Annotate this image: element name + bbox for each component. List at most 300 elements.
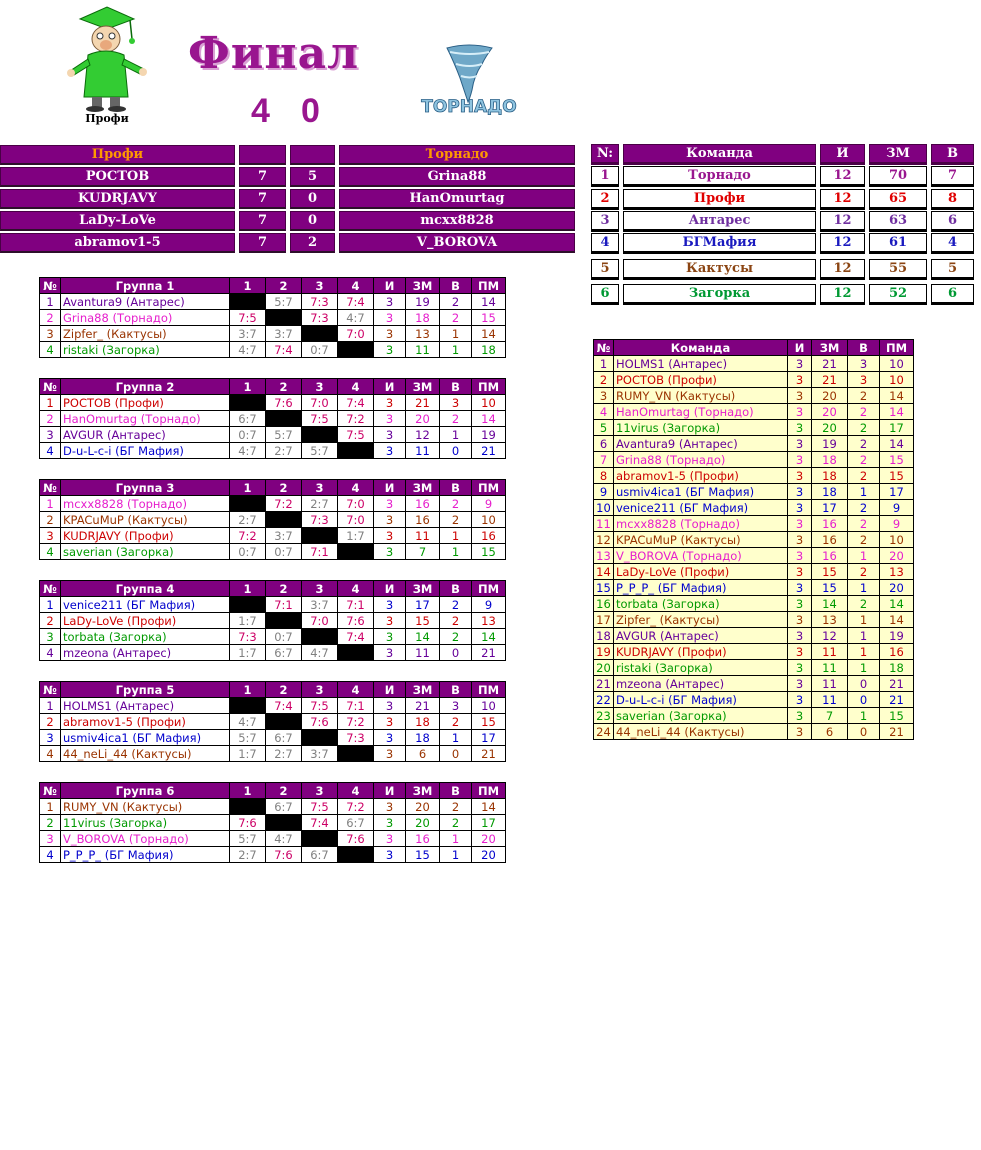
game-score: 6:7	[230, 411, 266, 427]
overall-pm: 14	[880, 596, 914, 612]
overall-pm: 20	[880, 548, 914, 564]
game-score: 7:6	[266, 395, 302, 411]
player-name: Zipfer_ (Кактусы)	[61, 326, 230, 342]
overall-n: 10	[594, 500, 614, 516]
overall-v: 3	[848, 356, 880, 372]
game-score: 3:7	[302, 746, 338, 762]
overall-i: 3	[788, 372, 812, 388]
game-score: 4:7	[230, 342, 266, 358]
standings-cell: Антарес	[623, 211, 816, 232]
overall-i: 3	[788, 484, 812, 500]
stat-i: 3	[374, 512, 406, 528]
overall-v: 2	[848, 468, 880, 484]
game-score: 4:7	[230, 714, 266, 730]
game-score: 7:0	[302, 613, 338, 629]
stat-pm: 9	[472, 496, 506, 512]
overall-zm: 21	[812, 356, 848, 372]
group-header-cell: В	[440, 379, 472, 395]
stat-i: 3	[374, 629, 406, 645]
overall-name: abramov1-5 (Профи)	[614, 468, 788, 484]
game-score: 7:4	[266, 698, 302, 714]
stat-v: 0	[440, 443, 472, 459]
game-score: 0:7	[230, 427, 266, 443]
game-score: 5:7	[230, 730, 266, 746]
group-header-cell: 2	[266, 379, 302, 395]
stat-pm: 15	[472, 310, 506, 326]
game-score: 7:4	[302, 815, 338, 831]
stat-zm: 18	[406, 714, 440, 730]
overall-zm: 11	[812, 692, 848, 708]
game-score: 7:3	[302, 294, 338, 310]
stat-v: 1	[440, 528, 472, 544]
row-number: 1	[40, 395, 61, 411]
overall-zm: 14	[812, 596, 848, 612]
overall-n: 5	[594, 420, 614, 436]
overall-zm: 15	[812, 580, 848, 596]
stat-pm: 10	[472, 698, 506, 714]
stat-zm: 18	[406, 730, 440, 746]
standings-header: ЗМ	[869, 144, 927, 165]
row-number: 4	[40, 443, 61, 459]
player-name: usmiv4ica1 (БГ Мафия)	[61, 730, 230, 746]
player-name: Avantura9 (Антарес)	[61, 294, 230, 310]
game-score: 2:7	[230, 512, 266, 528]
player-name: saverian (Загорка)	[61, 544, 230, 560]
game-score: 7:5	[230, 310, 266, 326]
group-table	[39, 782, 506, 863]
overall-i: 3	[788, 596, 812, 612]
group-table	[39, 479, 506, 560]
player-name: KPACuMuP (Кактусы)	[61, 512, 230, 528]
stat-v: 2	[440, 629, 472, 645]
player-name: mzeona (Антарес)	[61, 645, 230, 661]
self-cell	[302, 831, 338, 847]
table-row	[40, 714, 506, 730]
overall-zm: 20	[812, 388, 848, 404]
table-row	[594, 404, 914, 420]
standings-cell: 8	[931, 189, 974, 210]
game-score: 4:7	[338, 310, 374, 326]
group-header-cell: ЗМ	[406, 278, 440, 294]
stat-i: 3	[374, 746, 406, 762]
table-row	[40, 597, 506, 613]
group-table	[39, 580, 506, 661]
overall-name: HanOmurtag (Торнадо)	[614, 404, 788, 420]
stat-zm: 11	[406, 342, 440, 358]
overall-i: 3	[788, 628, 812, 644]
overall-v: 3	[848, 372, 880, 388]
stat-zm: 16	[406, 831, 440, 847]
overall-name: venice211 (БГ Мафия)	[614, 500, 788, 516]
stat-zm: 7	[406, 544, 440, 560]
group-header-cell: В	[440, 581, 472, 597]
table-row	[594, 708, 914, 724]
player-name: LaDy-LoVe (Профи)	[61, 613, 230, 629]
game-score: 0:7	[230, 544, 266, 560]
game-score: 7:2	[230, 528, 266, 544]
player-name: 11virus (Загорка)	[61, 815, 230, 831]
row-number: 3	[40, 528, 61, 544]
player-name: AVGUR (Антарес)	[61, 427, 230, 443]
overall-v: 0	[848, 692, 880, 708]
stat-pm: 16	[472, 528, 506, 544]
stat-pm: 17	[472, 815, 506, 831]
stat-v: 1	[440, 544, 472, 560]
stat-zm: 16	[406, 496, 440, 512]
player-name: mcxx8828 (Торнадо)	[61, 496, 230, 512]
overall-n: 8	[594, 468, 614, 484]
overall-header-cell: И	[788, 340, 812, 356]
table-row	[40, 629, 506, 645]
row-number: 2	[40, 310, 61, 326]
overall-pm: 9	[880, 500, 914, 516]
stat-zm: 15	[406, 613, 440, 629]
self-cell	[338, 342, 374, 358]
player-name: 44_neLi_44 (Кактусы)	[61, 746, 230, 762]
game-score: 7:3	[302, 512, 338, 528]
overall-i: 3	[788, 692, 812, 708]
overall-zm: 18	[812, 452, 848, 468]
stat-pm: 14	[472, 294, 506, 310]
row-number: 1	[40, 799, 61, 815]
overall-name: usmiv4ica1 (БГ Мафия)	[614, 484, 788, 500]
overall-pm: 15	[880, 708, 914, 724]
overall-name: mcxx8828 (Торнадо)	[614, 516, 788, 532]
standings-cell: 12	[820, 259, 865, 280]
overall-pm: 16	[880, 644, 914, 660]
group-header-cell: 1	[230, 278, 266, 294]
group-header-cell: И	[374, 783, 406, 799]
stat-v: 1	[440, 326, 472, 342]
overall-zm: 16	[812, 548, 848, 564]
group-header-cell: 3	[302, 682, 338, 698]
standings-header: Команда	[623, 144, 816, 165]
table-row	[594, 388, 914, 404]
group-header-cell: 4	[338, 682, 374, 698]
game-score: 6:7	[266, 730, 302, 746]
overall-pm: 21	[880, 676, 914, 692]
overall-v: 1	[848, 644, 880, 660]
overall-name: KUDRJAVY (Профи)	[614, 644, 788, 660]
game-score: 3:7	[266, 326, 302, 342]
overall-name: mzeona (Антарес)	[614, 676, 788, 692]
overall-n: 24	[594, 724, 614, 740]
overall-v: 1	[848, 580, 880, 596]
overall-zm: 20	[812, 420, 848, 436]
game-score: 7:2	[338, 411, 374, 427]
overall-v: 1	[848, 708, 880, 724]
table-row	[594, 532, 914, 548]
game-score: 7:2	[266, 496, 302, 512]
game-score: 5:7	[266, 427, 302, 443]
stat-i: 3	[374, 528, 406, 544]
standings-cell: 4	[931, 233, 974, 254]
overall-n: 3	[594, 388, 614, 404]
row-number: 2	[40, 512, 61, 528]
overall-name: KPACuMuP (Кактусы)	[614, 532, 788, 548]
standings-cell: 5	[931, 259, 974, 280]
stat-zm: 20	[406, 411, 440, 427]
stat-i: 3	[374, 310, 406, 326]
game-score: 7:6	[230, 815, 266, 831]
overall-name: P_P_P_ (БГ Мафия)	[614, 580, 788, 596]
table-row	[594, 692, 914, 708]
table-row	[594, 612, 914, 628]
group-header-cell: №	[40, 783, 61, 799]
overall-name: D-u-L-c-i (БГ Мафия)	[614, 692, 788, 708]
overall-name: RUMY_VN (Кактусы)	[614, 388, 788, 404]
game-score: 1:7	[230, 746, 266, 762]
group-header-cell: №	[40, 379, 61, 395]
game-score: 7:6	[338, 831, 374, 847]
stat-v: 2	[440, 597, 472, 613]
overall-zm: 11	[812, 644, 848, 660]
stat-pm: 21	[472, 746, 506, 762]
overall-v: 2	[848, 564, 880, 580]
stat-zm: 6	[406, 746, 440, 762]
table-row	[40, 645, 506, 661]
self-cell	[230, 395, 266, 411]
row-number: 1	[40, 597, 61, 613]
overall-pm: 14	[880, 388, 914, 404]
overall-n: 12	[594, 532, 614, 548]
overall-n: 19	[594, 644, 614, 660]
overall-v: 2	[848, 452, 880, 468]
self-cell	[266, 310, 302, 326]
game-score: 4:7	[230, 443, 266, 459]
stat-pm: 18	[472, 342, 506, 358]
match-score-left: 7	[239, 167, 286, 187]
game-score: 7:4	[266, 342, 302, 358]
overall-zm: 12	[812, 628, 848, 644]
stat-i: 3	[374, 613, 406, 629]
game-score: 2:7	[302, 496, 338, 512]
overall-zm: 15	[812, 564, 848, 580]
stat-zm: 12	[406, 427, 440, 443]
match-score-right: 5	[290, 167, 335, 187]
self-cell	[338, 746, 374, 762]
stat-v: 2	[440, 799, 472, 815]
stat-i: 3	[374, 496, 406, 512]
player-name: ristaki (Загорка)	[61, 342, 230, 358]
game-score: 7:5	[338, 427, 374, 443]
game-score: 7:0	[302, 395, 338, 411]
player-name: P_P_P_ (БГ Мафия)	[61, 847, 230, 863]
game-score: 6:7	[302, 847, 338, 863]
overall-pm: 14	[880, 404, 914, 420]
score-left: 4	[251, 92, 270, 130]
table-row	[40, 698, 506, 714]
overall-pm: 17	[880, 420, 914, 436]
tornado-logo-text: ТОРНАДО	[421, 97, 517, 117]
self-cell	[302, 326, 338, 342]
row-number: 1	[40, 496, 61, 512]
group-header-cell: В	[440, 480, 472, 496]
stat-pm: 14	[472, 799, 506, 815]
game-score: 1:7	[338, 528, 374, 544]
overall-v: 0	[848, 676, 880, 692]
game-score: 7:2	[338, 799, 374, 815]
stat-i: 3	[374, 714, 406, 730]
group-header-cell: 2	[266, 682, 302, 698]
self-cell	[338, 443, 374, 459]
player-name: abramov1-5 (Профи)	[61, 714, 230, 730]
overall-n: 23	[594, 708, 614, 724]
overall-i: 3	[788, 388, 812, 404]
overall-n: 22	[594, 692, 614, 708]
stat-pm: 15	[472, 714, 506, 730]
overall-name: LaDy-LoVe (Профи)	[614, 564, 788, 580]
overall-v: 1	[848, 484, 880, 500]
overall-v: 2	[848, 388, 880, 404]
overall-n: 21	[594, 676, 614, 692]
game-score: 3:7	[302, 597, 338, 613]
overall-name: Zipfer_ (Кактусы)	[614, 612, 788, 628]
overall-name: V_BOROVA (Торнадо)	[614, 548, 788, 564]
stat-zm: 13	[406, 326, 440, 342]
overall-i: 3	[788, 724, 812, 740]
game-score: 7:5	[302, 799, 338, 815]
row-number: 4	[40, 544, 61, 560]
stat-pm: 21	[472, 645, 506, 661]
stat-i: 3	[374, 799, 406, 815]
overall-n: 15	[594, 580, 614, 596]
table-row	[40, 746, 506, 762]
group-header-cell: Группа 4	[61, 581, 230, 597]
group-header-cell: ПМ	[472, 581, 506, 597]
overall-v: 2	[848, 532, 880, 548]
stat-zm: 20	[406, 815, 440, 831]
game-score: 7:6	[266, 847, 302, 863]
stat-v: 3	[440, 698, 472, 714]
overall-pm: 15	[880, 452, 914, 468]
overall-i: 3	[788, 580, 812, 596]
game-score: 3:7	[266, 528, 302, 544]
stat-i: 3	[374, 815, 406, 831]
overall-zm: 20	[812, 404, 848, 420]
stat-v: 0	[440, 746, 472, 762]
stat-i: 3	[374, 326, 406, 342]
stat-v: 0	[440, 645, 472, 661]
overall-i: 3	[788, 500, 812, 516]
group-header-cell: ПМ	[472, 278, 506, 294]
overall-i: 3	[788, 708, 812, 724]
overall-n: 20	[594, 660, 614, 676]
overall-name: Avantura9 (Антарес)	[614, 436, 788, 452]
standings-cell: 12	[820, 233, 865, 254]
overall-n: 4	[594, 404, 614, 420]
stat-zm: 21	[406, 698, 440, 714]
overall-v: 2	[848, 436, 880, 452]
overall-n: 9	[594, 484, 614, 500]
group-header-cell: 1	[230, 682, 266, 698]
group-header-cell: В	[440, 278, 472, 294]
overall-header-cell: ЗМ	[812, 340, 848, 356]
standings-header: В	[931, 144, 974, 165]
self-cell	[230, 799, 266, 815]
group-header-cell: 4	[338, 379, 374, 395]
game-score: 5:7	[266, 294, 302, 310]
row-number: 2	[40, 613, 61, 629]
game-score: 7:5	[302, 411, 338, 427]
overall-zm: 7	[812, 708, 848, 724]
self-cell	[338, 544, 374, 560]
tornado-logo	[412, 42, 527, 122]
stat-v: 3	[440, 395, 472, 411]
stat-pm: 17	[472, 730, 506, 746]
group-header-cell: И	[374, 278, 406, 294]
standings-header: И	[820, 144, 865, 165]
match-score-left: 7	[239, 233, 286, 253]
standings-cell: 3	[591, 211, 619, 232]
overall-v: 2	[848, 500, 880, 516]
table-row	[594, 372, 914, 388]
self-cell	[266, 815, 302, 831]
group-header-cell: 4	[338, 581, 374, 597]
profi-logo-label: Профи	[85, 112, 129, 125]
overall-i: 3	[788, 436, 812, 452]
stat-zm: 11	[406, 443, 440, 459]
group-header-cell: 3	[302, 581, 338, 597]
stat-i: 3	[374, 847, 406, 863]
page-title: Финал	[188, 28, 360, 79]
player-name: venice211 (БГ Мафия)	[61, 597, 230, 613]
group-header-cell: Группа 5	[61, 682, 230, 698]
match-right-player: HanOmurtag	[339, 189, 575, 209]
standings-cell: 7	[931, 166, 974, 187]
overall-name: Grina88 (Торнадо)	[614, 452, 788, 468]
group-header-cell: 1	[230, 783, 266, 799]
group-header-cell: В	[440, 682, 472, 698]
stat-zm: 15	[406, 847, 440, 863]
overall-header-cell: Команда	[614, 340, 788, 356]
row-number: 1	[40, 294, 61, 310]
game-score: 7:4	[338, 629, 374, 645]
game-score: 3:7	[230, 326, 266, 342]
stat-i: 3	[374, 831, 406, 847]
group-header-cell: Группа 3	[61, 480, 230, 496]
group-header-cell: 3	[302, 480, 338, 496]
stat-pm: 10	[472, 395, 506, 411]
stat-pm: 10	[472, 512, 506, 528]
table-row	[594, 660, 914, 676]
match-right-player: Grina88	[339, 167, 575, 187]
row-number: 2	[40, 815, 61, 831]
group-header-cell: ПМ	[472, 480, 506, 496]
stat-i: 3	[374, 730, 406, 746]
overall-n: 17	[594, 612, 614, 628]
stat-i: 3	[374, 443, 406, 459]
game-score: 4:7	[266, 831, 302, 847]
overall-ranking-table	[593, 339, 914, 740]
overall-v: 2	[848, 420, 880, 436]
row-number: 1	[40, 698, 61, 714]
group-header-cell: 2	[266, 783, 302, 799]
table-row	[594, 676, 914, 692]
table-row	[40, 730, 506, 746]
group-header-cell: ПМ	[472, 379, 506, 395]
game-score: 6:7	[338, 815, 374, 831]
table-row	[594, 500, 914, 516]
game-score: 0:7	[302, 342, 338, 358]
stat-v: 2	[440, 613, 472, 629]
standings-cell: 65	[869, 189, 927, 210]
stat-zm: 19	[406, 294, 440, 310]
stat-v: 1	[440, 342, 472, 358]
overall-i: 3	[788, 612, 812, 628]
table-row	[40, 395, 506, 411]
overall-pm: 14	[880, 436, 914, 452]
